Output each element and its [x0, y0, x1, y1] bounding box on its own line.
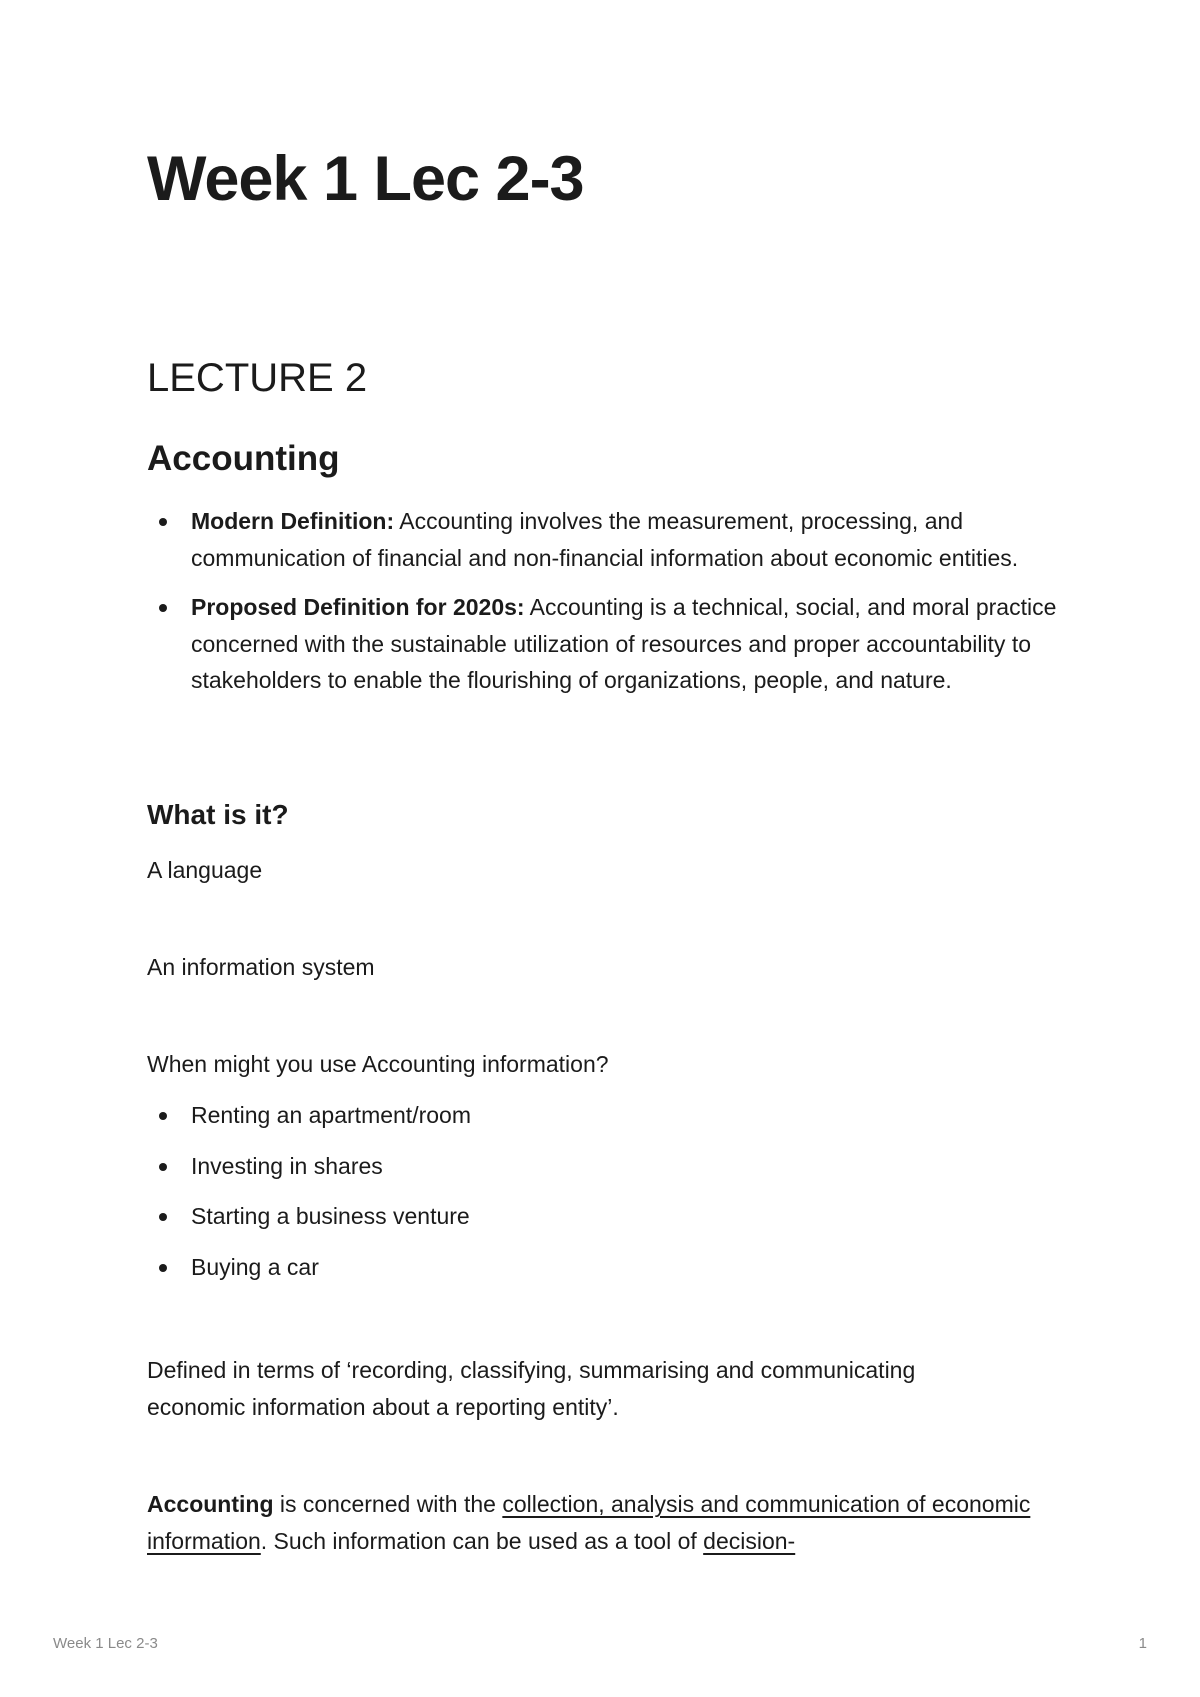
list-item: Renting an apartment/room — [147, 1097, 1077, 1134]
list-item: Investing in shares — [147, 1148, 1077, 1185]
answer-information-system: An information system — [147, 954, 375, 980]
defined-line-2: economic information about a reporting entity’. — [147, 1393, 619, 1420]
defined-line-1: Defined in terms of ‘recording, classifying, summarising and communicating — [147, 1357, 916, 1383]
lecture-heading: LECTURE 2 — [147, 356, 368, 400]
footer-title: Week 1 Lec 2-3 — [53, 1635, 158, 1652]
definition-term: Modern Definition: — [191, 508, 395, 534]
definitions-list — [147, 503, 1077, 712]
list-item-modern-definition — [147, 503, 1077, 576]
paragraph-text: is concerned with the — [273, 1491, 503, 1517]
accounting-heading: Accounting — [147, 439, 340, 478]
paragraph-text: . Such information can be used as a tool of — [260, 1527, 704, 1554]
uses-question: When might you use Accounting information? — [147, 1051, 609, 1077]
page-title: Week 1 Lec 2-3 — [147, 144, 584, 214]
list-item-proposed-definition — [147, 589, 1077, 699]
definition-term: Proposed Definition for 2020s: — [191, 594, 525, 620]
uses-list — [147, 1097, 1077, 1299]
defined-paragraph — [147, 1352, 915, 1425]
accounting-paragraph — [147, 1486, 1077, 1559]
underlined-phrase: collection, analysis and communication of economic information — [147, 1491, 1031, 1554]
definition-text: Accounting involves the measurement, processing, and communication of financial and non-financial information about economic entities. — [191, 508, 1019, 571]
underlined-phrase: decision- — [703, 1527, 796, 1554]
list-item: Buying a car — [147, 1249, 1077, 1286]
list-item: Starting a business venture — [147, 1198, 1077, 1235]
answer-language: A language — [147, 857, 263, 883]
accounting-term: Accounting — [147, 1491, 274, 1517]
what-is-it-heading: What is it? — [147, 799, 289, 830]
page-number: 1 — [1138, 1635, 1147, 1652]
definition-text: Accounting is a technical, social, and moral practice concerned with the sustainable utilization of resources and proper accountability to stakeholders to enable the flourishing of organizations, people, and nature. — [191, 594, 1057, 693]
